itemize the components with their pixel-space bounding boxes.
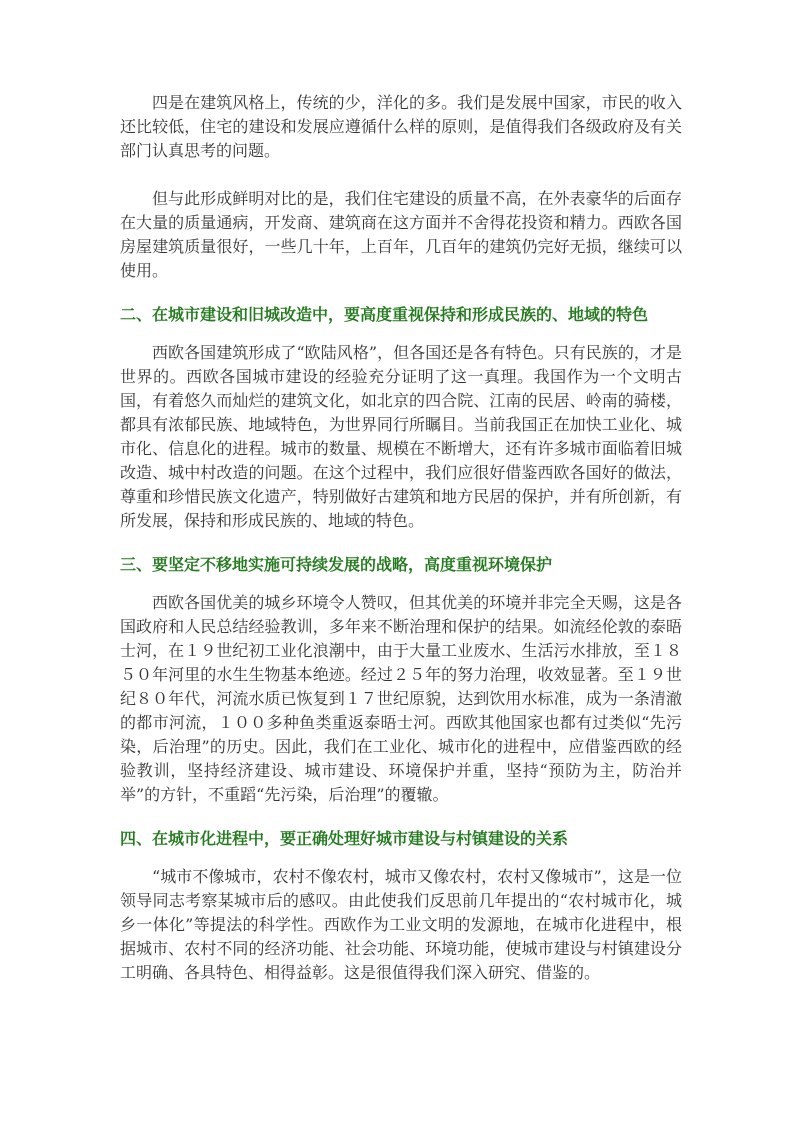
paragraph: 西欧各国建筑形成了“欧陆风格”，但各国还是各有特色。只有民族的，才是世界的。西欧各国城市建设的经验充分证明了这一真理。我国作为一个文明古国，有着悠久而灿烂的建筑文化，如北京的四合院、江南的民居、岭南的骑楼，都具有浓郁民族、地域特色，为世界同行所瞩目。当前我国正在加快工业化、城市化、信息化的进程。城市的数量、规模在不断增大，还有许多城市面临着旧城改造、城中村改造的问题。在这个过程中，我们应很好借鉴西欧各国好的做法，尊重和珍惜民族文化遗产，特别做好古建筑和地方民居的保护，并有所创新，有所发展，保持和形成民族的、地域的特色。: [120, 343, 682, 530]
section-heading: 二、在城市建设和旧城改造中，要高度重视保持和形成民族的、地域的特色: [120, 305, 649, 324]
document-page: [120, 91, 682, 1009]
section-heading: 三、要坚定不移地实施可持续发展的战略，高度重视环境保护: [120, 555, 553, 574]
paragraph: 四是在建筑风格上，传统的少，洋化的多。我们是发展中国家，市民的收入还比较低，住宅的建设和发展应遵循什么样的原则，是值得我们各级政府及有关部门认真思考的问题。: [120, 93, 682, 160]
section-heading: 四、在城市化进程中，要正确处理好城市建设与村镇建设的关系: [120, 829, 569, 848]
paragraph: 但与此形成鲜明对比的是，我们住宅建设的质量不高，在外表豪华的后面存在大量的质量通病，开发商、建筑商在这方面并不舍得花投资和精力。西欧各国房屋建筑质量很好，一些几十年，上百年，几百年的建筑仍完好无损，继续可以使用。: [120, 189, 682, 280]
paragraph: 西欧各国优美的城乡环境令人赞叹，但其优美的环境并非完全天赐，这是各国政府和人民总结经验教训，多年来不断治理和保护的结果。如流经伦敦的泰晤士河，在１９世纪初工业化浪潮中，由于大量工业废水、生活污水排放，至１８５０年河里的水生生物基本绝迹。经过２５年的努力治理，收效显著。至１９世纪８０年代，河流水质已恢复到１７世纪原貌，达到饮用水标准，成为一条清澈的都市河流，１００多种鱼类重返泰晤士河。西欧其他国家也都有过类似“先污染，后治理”的历史。因此，我们在工业化、城市化的进程中，应借鉴西欧的经验教训，坚持经济建设、城市建设、环境保护并重，坚持“预防为主，防治并举”的方针，不重蹈“先污染，后治理”的覆辙。: [120, 593, 682, 804]
paragraph: “城市不像城市，农村不像农村，城市又像农村，农村又像城市”，这是一位领导同志考察某城市后的感叹。由此使我们反思前几年提出的“农村城市化，城乡一体化”等提法的科学性。西欧作为工业文明的发源地，在城市化进程中，根据城市、农村不同的经济功能、社会功能、环境功能，使城市建设与村镇建设分工明确、各具特色、相得益彰。这是很值得我们深入研究、借鉴的。: [120, 867, 682, 982]
